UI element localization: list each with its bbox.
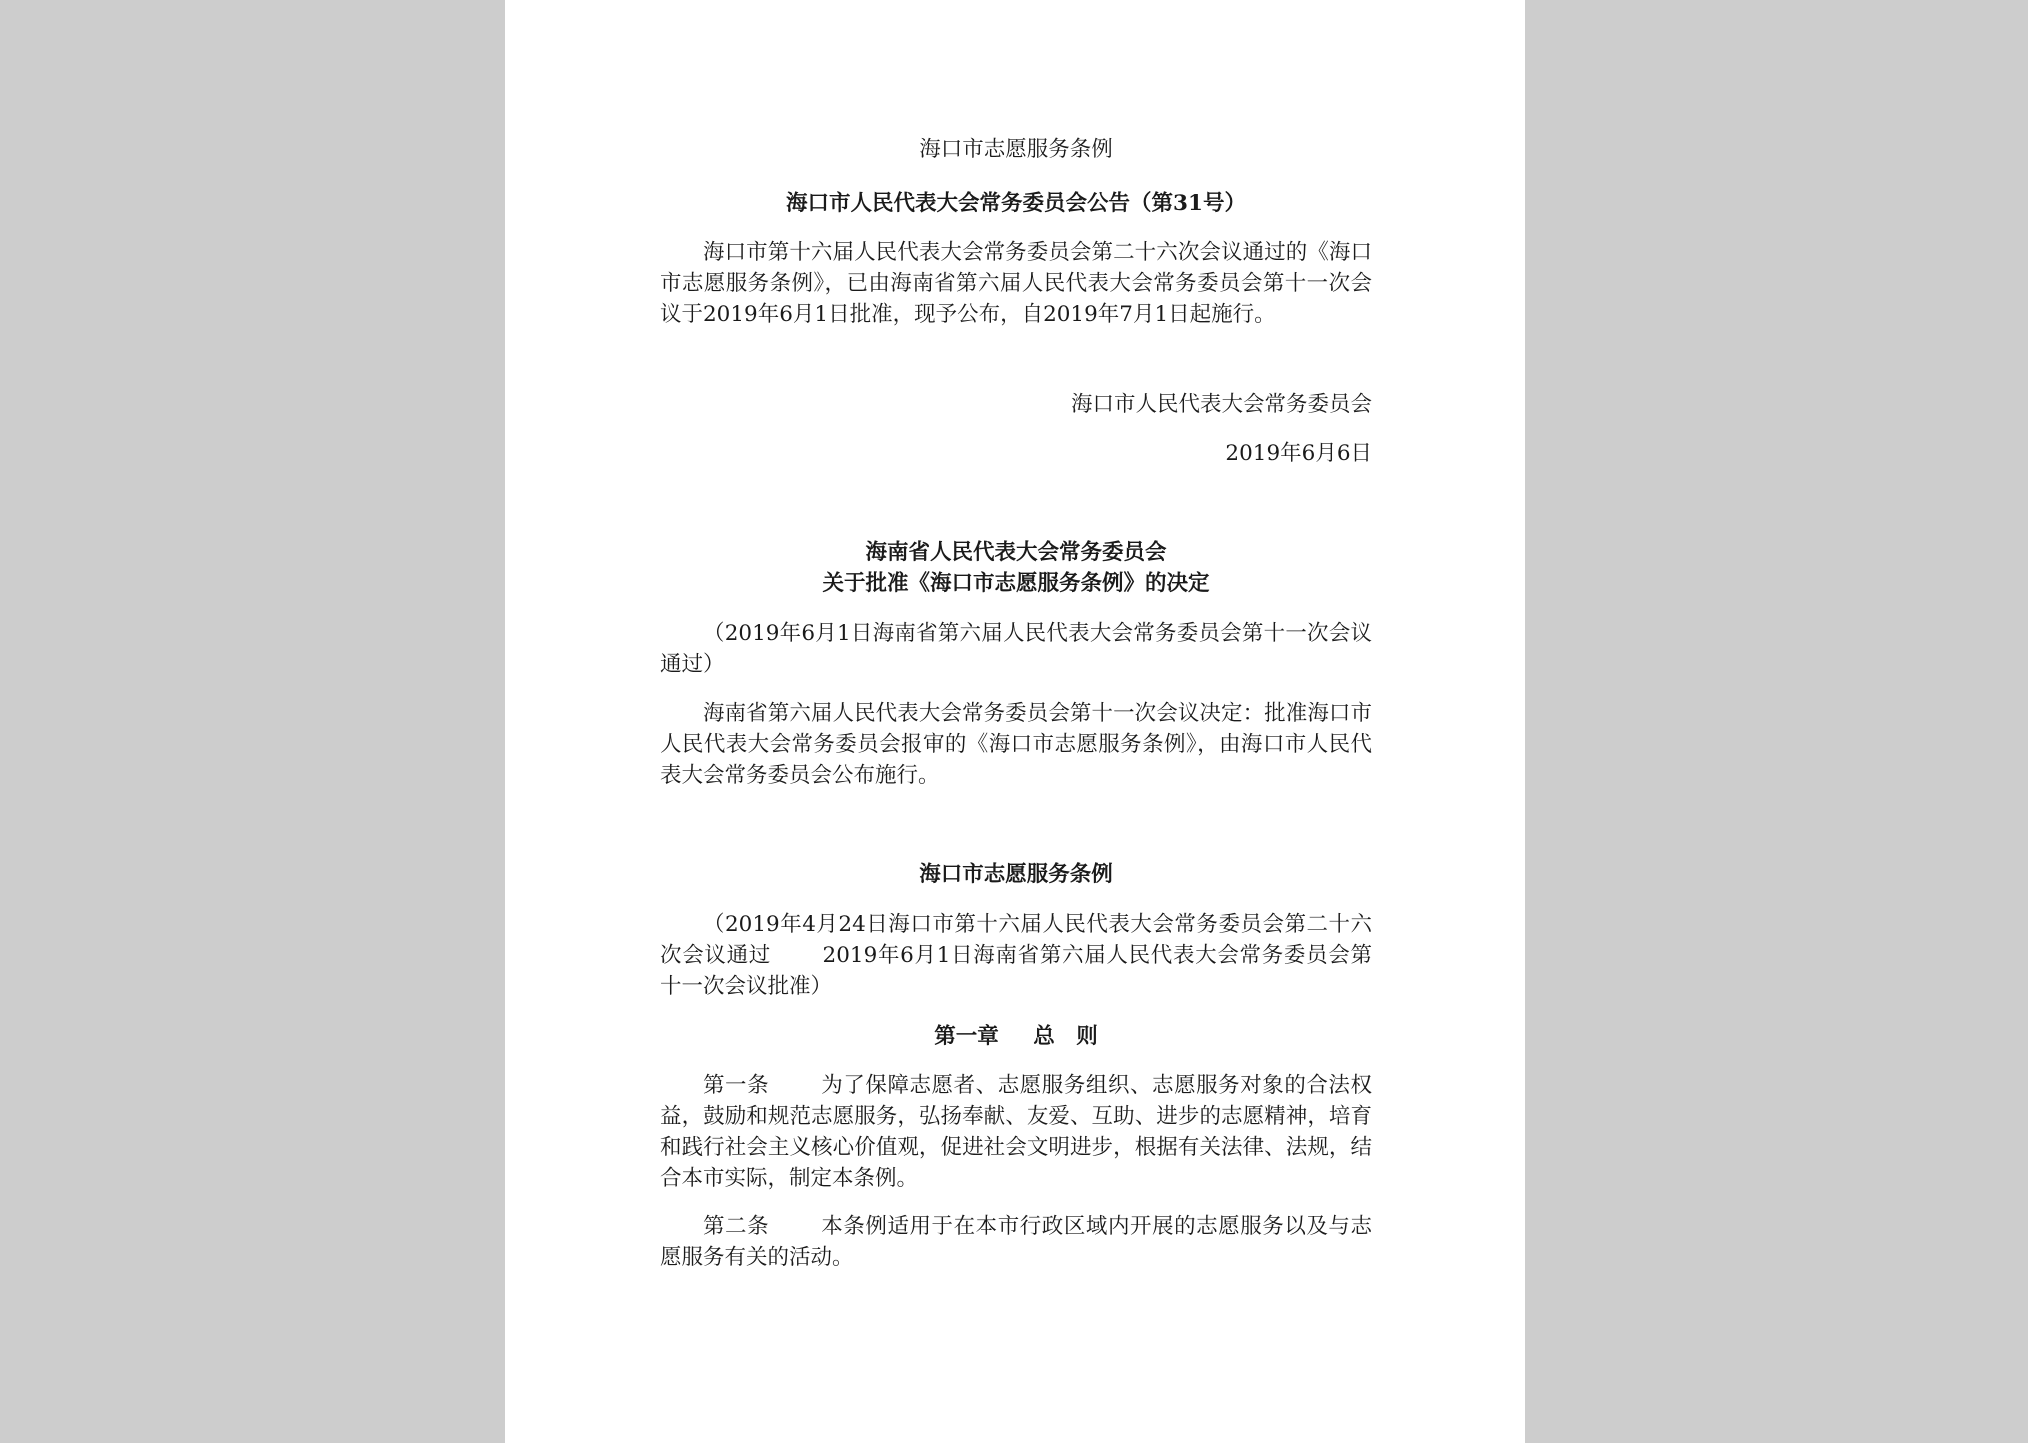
announcement-date: 2019年6月6日 — [1225, 441, 1372, 466]
regulation-note — [660, 909, 1372, 1002]
chapter-label: 第一章 — [934, 1024, 999, 1049]
decision-title-line1: 海南省人民代表大会常务委员会 — [865, 540, 1167, 565]
chapter-heading — [660, 1021, 1372, 1052]
document-page — [505, 0, 1525, 1443]
running-title: 海口市志愿服务条例 — [919, 137, 1113, 162]
regulation-note-passed: （2019年4月24日海口市第十六届人民代表大会常务委员会第二十六次会议通过 — [660, 912, 1372, 968]
announcement-body: 海口市第十六届人民代表大会常务委员会第二十六次会议通过的《海口市志愿服务条例》，已由海南省第六届人民代表大会常务委员会第十一次会议于2019年6月1日批准，现予公布，自2019年7月1日起施行。 — [660, 240, 1372, 327]
article-1-label: 第一条 — [703, 1073, 770, 1098]
announcement-title: 海口市人民代表大会常务委员会公告（第31号） — [786, 191, 1246, 216]
regulation-note-approved: 2019年6月1日海南省第六届人民代表大会常务委员会第十一次会议批准） — [660, 943, 1372, 999]
article-1-text: 为了保障志愿者、志愿服务组织、志愿服务对象的合法权益，鼓励和规范志愿服务，弘扬奉献、友爱、互助、进步的志愿精神，培育和践行社会主义核心价值观，促进社会文明进步，根据有关法律、法规，结合本市实际，制定本条例。 — [660, 1073, 1372, 1191]
article-2-text: 本条例适用于在本市行政区域内开展的志愿服务以及与志愿服务有关的活动。 — [660, 1214, 1372, 1270]
chapter-name: 总 则 — [1033, 1024, 1098, 1049]
article-2-label: 第二条 — [703, 1214, 770, 1239]
article-2 — [660, 1211, 1372, 1273]
article-1 — [660, 1070, 1372, 1194]
decision-title-line2: 关于批准《海口市志愿服务条例》的决定 — [822, 571, 1210, 596]
regulation-title: 海口市志愿服务条例 — [919, 862, 1113, 887]
announcement-issuer: 海口市人民代表大会常务委员会 — [1070, 392, 1372, 417]
decision-body: 海南省第六届人民代表大会常务委员会第十一次会议决定：批准海口市人民代表大会常务委员会报审的《海口市志愿服务条例》，由海口市人民代表大会常务委员会公布施行。 — [660, 701, 1372, 788]
decision-note: （2019年6月1日海南省第六届人民代表大会常务委员会第十一次会议通过） — [660, 621, 1372, 677]
